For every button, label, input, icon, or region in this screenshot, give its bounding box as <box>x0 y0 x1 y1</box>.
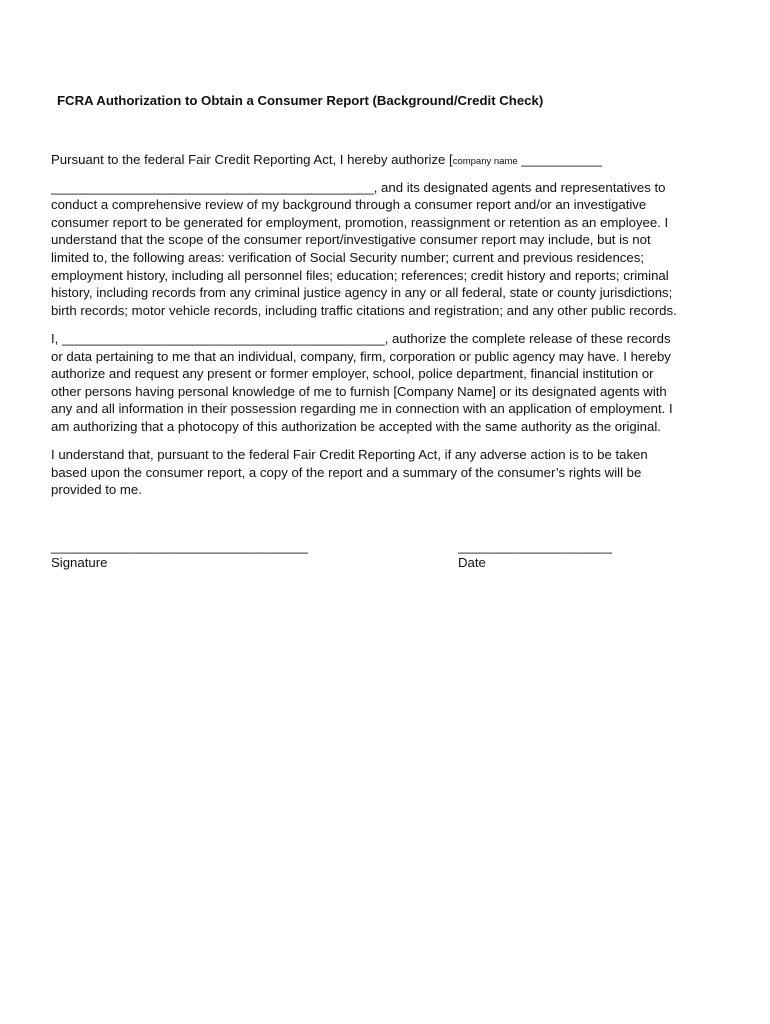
date-line: _____________________ <box>458 539 613 554</box>
date-label: Date <box>458 555 486 570</box>
company-name-blank: ___________ <box>517 152 602 167</box>
paragraph-line: based upon the consumer report, a copy of the report and a summary of the consumer’s rights will be <box>51 464 642 480</box>
paragraph-line: am authorizing that a photocopy of this authorization be accepted with the same authority as the original. <box>51 418 661 434</box>
paragraph-line: provided to me. <box>51 482 142 498</box>
paragraph-line: employment history, including all personnel files; education; references; credit history and reports; criminal <box>51 267 669 283</box>
paragraph-line: birth records; motor vehicle records, including traffic citations and registration; and any other public records. <box>51 302 677 318</box>
paragraph-line: consumer report to be generated for employment, promotion, reassignment or retention as an employee. I <box>51 214 669 230</box>
signature-line: ___________________________________ <box>51 539 308 554</box>
paragraph-line: I, ____________________________________________, authorize the complete release of these records <box>51 331 671 346</box>
paragraph-line: history, including records from any criminal justice agency in any or all federal, state or county jurisdictions; <box>51 285 673 301</box>
company-name-hint: company name <box>452 156 518 167</box>
signature-label: Signature <box>51 555 108 570</box>
paragraph-line: or data pertaining to me that an individual, company, firm, corporation or public agency may have. I hereby <box>51 348 671 364</box>
paragraph-line <box>51 151 677 169</box>
paragraph-line: any and all information in their possession regarding me in connection with an application of employment. I <box>51 401 673 417</box>
paragraph-line: understand that the scope of the consumer report/investigative consumer report may include, but is not <box>51 232 651 248</box>
paragraph-line: limited to, the following areas: verification of Social Security number; current and previous residences; <box>51 249 644 265</box>
document-title: FCRA Authorization to Obtain a Consumer Report (Background/Credit Check) <box>57 93 544 108</box>
adverse-action-paragraph <box>51 446 648 499</box>
paragraph-line: conduct a comprehensive review of my background through a consumer report and/or an investigative <box>51 197 647 213</box>
authorization-paragraph <box>51 151 677 319</box>
authorize-intro-text: Pursuant to the federal Fair Credit Reporting Act, I hereby authorize [ <box>51 152 453 167</box>
paragraph-line: ____________________________________________, and its designated agents and representatives to <box>51 179 666 195</box>
paragraph-line: authorize and request any present or former employer, school, police department, financial institution or <box>51 366 654 382</box>
paragraph-line: other persons having personal knowledge of me to furnish [Company Name] or its designated agents with <box>51 383 667 399</box>
paragraph-line: I understand that, pursuant to the federal Fair Credit Reporting Act, if any adverse action is to be taken <box>51 447 648 462</box>
release-paragraph <box>51 330 673 436</box>
